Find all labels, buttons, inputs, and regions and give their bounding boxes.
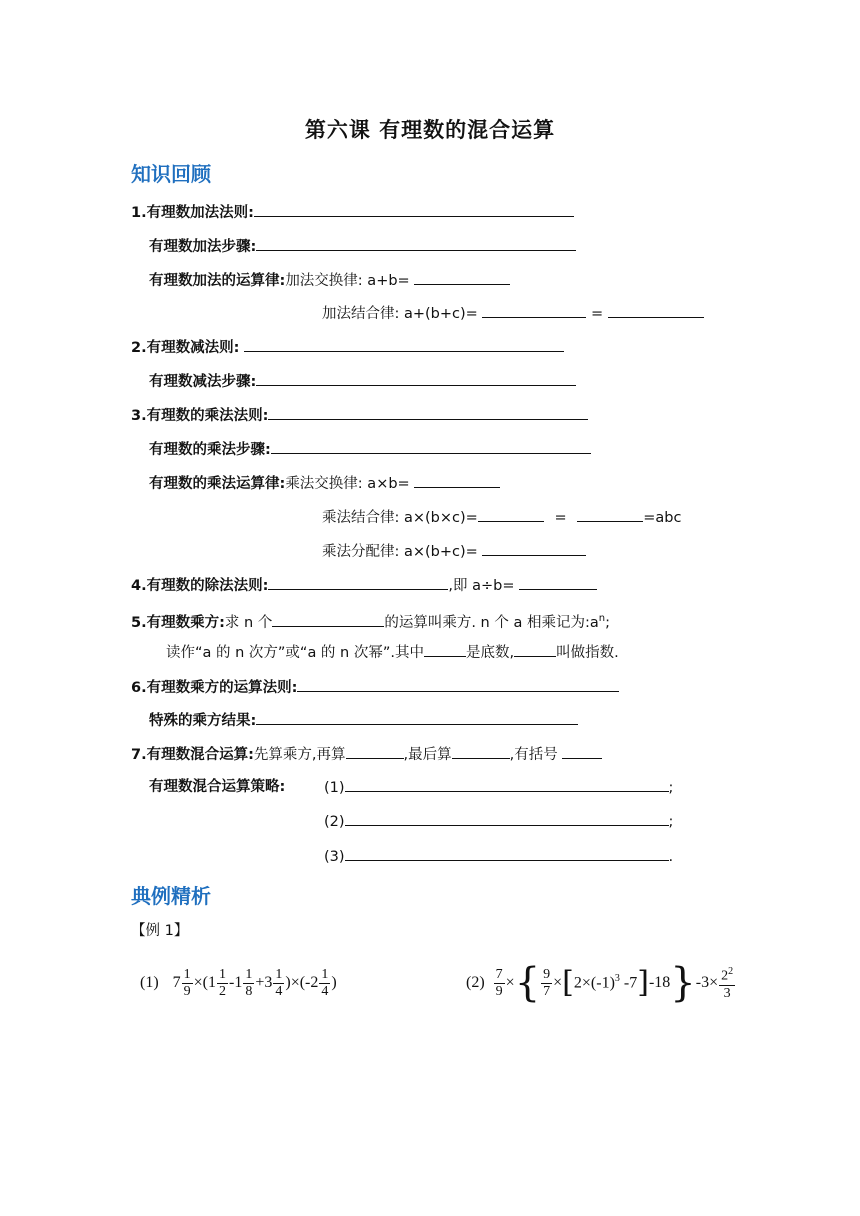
answer-blank[interactable] xyxy=(414,269,510,285)
item-5-text-c: ; xyxy=(605,614,610,631)
strategy-1 xyxy=(324,776,673,798)
answer-blank[interactable] xyxy=(345,810,669,826)
item-1-steps-label: 有理数加法步骤: xyxy=(149,239,257,255)
period: . xyxy=(668,849,674,865)
answer-blank[interactable] xyxy=(414,472,500,488)
problem-2-number: (2) xyxy=(466,974,485,991)
item-4-rule xyxy=(131,574,597,596)
item-1-rule xyxy=(131,201,574,223)
item-2-rule xyxy=(131,336,564,358)
item-3-steps-label: 有理数的乘法步骤: xyxy=(149,442,271,458)
equals-sign: = xyxy=(591,306,604,322)
item-3-rule-label: 3.有理数的乘法法则: xyxy=(131,408,269,424)
example-label: 【例 1】 xyxy=(131,923,189,939)
answer-blank[interactable] xyxy=(345,776,669,792)
example-problem-2: (2) $\frac{7}{9}$ × { $\frac{9}{7}$ × [ $2\times(-1)^3$ -7 ] -18 } -3× $\frac{2^2}{3}$ xyxy=(466,960,734,1006)
strategy-3-number: (3) xyxy=(324,849,345,865)
item-3-rule xyxy=(131,404,588,426)
item-5-text-a: 求 n 个 xyxy=(224,614,273,631)
answer-blank[interactable] xyxy=(482,302,586,318)
answer-blank[interactable] xyxy=(271,438,591,454)
item-7-text-a: 先算乘方,再算 xyxy=(253,747,346,763)
mul-associative xyxy=(322,506,681,528)
answer-blank[interactable] xyxy=(424,641,466,657)
answer-blank[interactable] xyxy=(268,574,448,590)
example-problem-1: (1) 7 $\frac{1}{9}$ ×(1 $\frac{1}{2}$ -1 $\frac{1}{8}$ +3 $\frac{1}{4}$ )×(-2 $\frac{1}{4}$ ) xyxy=(140,966,337,999)
section-heading-review: 知识回顾 xyxy=(131,162,211,186)
page-title: 第六课 有理数的混合运算 xyxy=(304,117,556,142)
add-associative xyxy=(322,302,704,324)
equals-sign: = xyxy=(554,510,567,526)
item-5-reading xyxy=(166,641,619,663)
item-1-rule-label: 1.有理数加法法则: xyxy=(131,205,254,221)
item-5-reading-a: 读作“a 的 n 次方”或“a 的 n 次幂”.其中 xyxy=(166,645,424,661)
answer-blank[interactable] xyxy=(268,404,588,420)
mul-associative-result: =abc xyxy=(643,510,682,526)
item-1-steps xyxy=(149,235,576,257)
answer-blank[interactable] xyxy=(256,370,576,386)
item-6-special-label: 特殊的乘方结果: xyxy=(149,713,257,729)
problem-1-number: (1) xyxy=(140,974,159,991)
answer-blank[interactable] xyxy=(272,611,384,627)
item-5 xyxy=(131,608,610,630)
item-3-laws-label: 有理数的乘法运算律: xyxy=(149,476,286,492)
section-heading-examples: 典例精析 xyxy=(131,884,211,908)
item-2-steps xyxy=(149,370,576,392)
item-5-text-b: 的运算叫乘方. n 个 a 相乘记为:a xyxy=(384,614,599,631)
answer-blank[interactable] xyxy=(256,709,578,725)
semicolon: ; xyxy=(668,780,674,796)
item-6-rule xyxy=(131,676,619,698)
mul-distributive-label: 乘法分配律: a×(b+c)= xyxy=(322,544,478,560)
answer-blank[interactable] xyxy=(345,845,669,861)
answer-blank[interactable] xyxy=(244,336,564,352)
item-4-rule-label: 4.有理数的除法法则: xyxy=(131,578,269,594)
item-7-text-c: ,有括号 xyxy=(509,747,558,763)
strategy-2-number: (2) xyxy=(324,814,345,830)
answer-blank[interactable] xyxy=(608,302,704,318)
answer-blank[interactable] xyxy=(562,743,602,759)
answer-blank[interactable] xyxy=(478,506,544,522)
item-7-strategy xyxy=(149,776,285,798)
item-3-laws xyxy=(149,472,500,494)
item-1-laws-label: 有理数加法的运算律: xyxy=(149,273,286,289)
add-associative-label: 加法结合律: a+(b+c)= xyxy=(322,306,478,322)
item-4-tail: ,即 a÷b= xyxy=(448,578,515,594)
item-1-laws xyxy=(149,269,510,291)
answer-blank[interactable] xyxy=(256,235,576,251)
item-7-text-b: ,最后算 xyxy=(403,747,452,763)
item-5-label: 5.有理数乘方: xyxy=(131,614,225,631)
answer-blank[interactable] xyxy=(346,743,404,759)
answer-blank[interactable] xyxy=(519,574,597,590)
item-2-steps-label: 有理数减法步骤: xyxy=(149,374,257,390)
answer-blank[interactable] xyxy=(254,201,574,217)
item-5-reading-c: 叫做指数. xyxy=(556,645,619,661)
item-3-steps xyxy=(149,438,591,460)
strategy-2 xyxy=(324,810,673,832)
answer-blank[interactable] xyxy=(482,540,586,556)
mul-commutative-label: 乘法交换律: a×b= xyxy=(285,476,410,492)
item-6-rule-label: 6.有理数乘方的运算法则: xyxy=(131,680,298,696)
exponent-n: n xyxy=(598,613,606,624)
semicolon: ; xyxy=(668,814,674,830)
item-2-rule-label: 2.有理数减法则: xyxy=(131,340,240,356)
answer-blank[interactable] xyxy=(452,743,510,759)
item-6-special xyxy=(149,709,578,731)
mul-distributive xyxy=(322,540,586,562)
item-7-strategy-label: 有理数混合运算策略: xyxy=(149,779,286,795)
strategy-1-number: (1) xyxy=(324,780,345,796)
item-7-label: 7.有理数混合运算: xyxy=(131,747,254,763)
answer-blank[interactable] xyxy=(514,641,556,657)
add-commutative-label: 加法交换律: a+b= xyxy=(285,273,410,289)
strategy-3 xyxy=(324,845,673,867)
item-5-reading-b: 是底数, xyxy=(465,645,515,661)
mul-associative-label: 乘法结合律: a×(b×c)= xyxy=(322,510,478,526)
item-7 xyxy=(131,743,602,765)
answer-blank[interactable] xyxy=(577,506,643,522)
answer-blank[interactable] xyxy=(297,676,619,692)
